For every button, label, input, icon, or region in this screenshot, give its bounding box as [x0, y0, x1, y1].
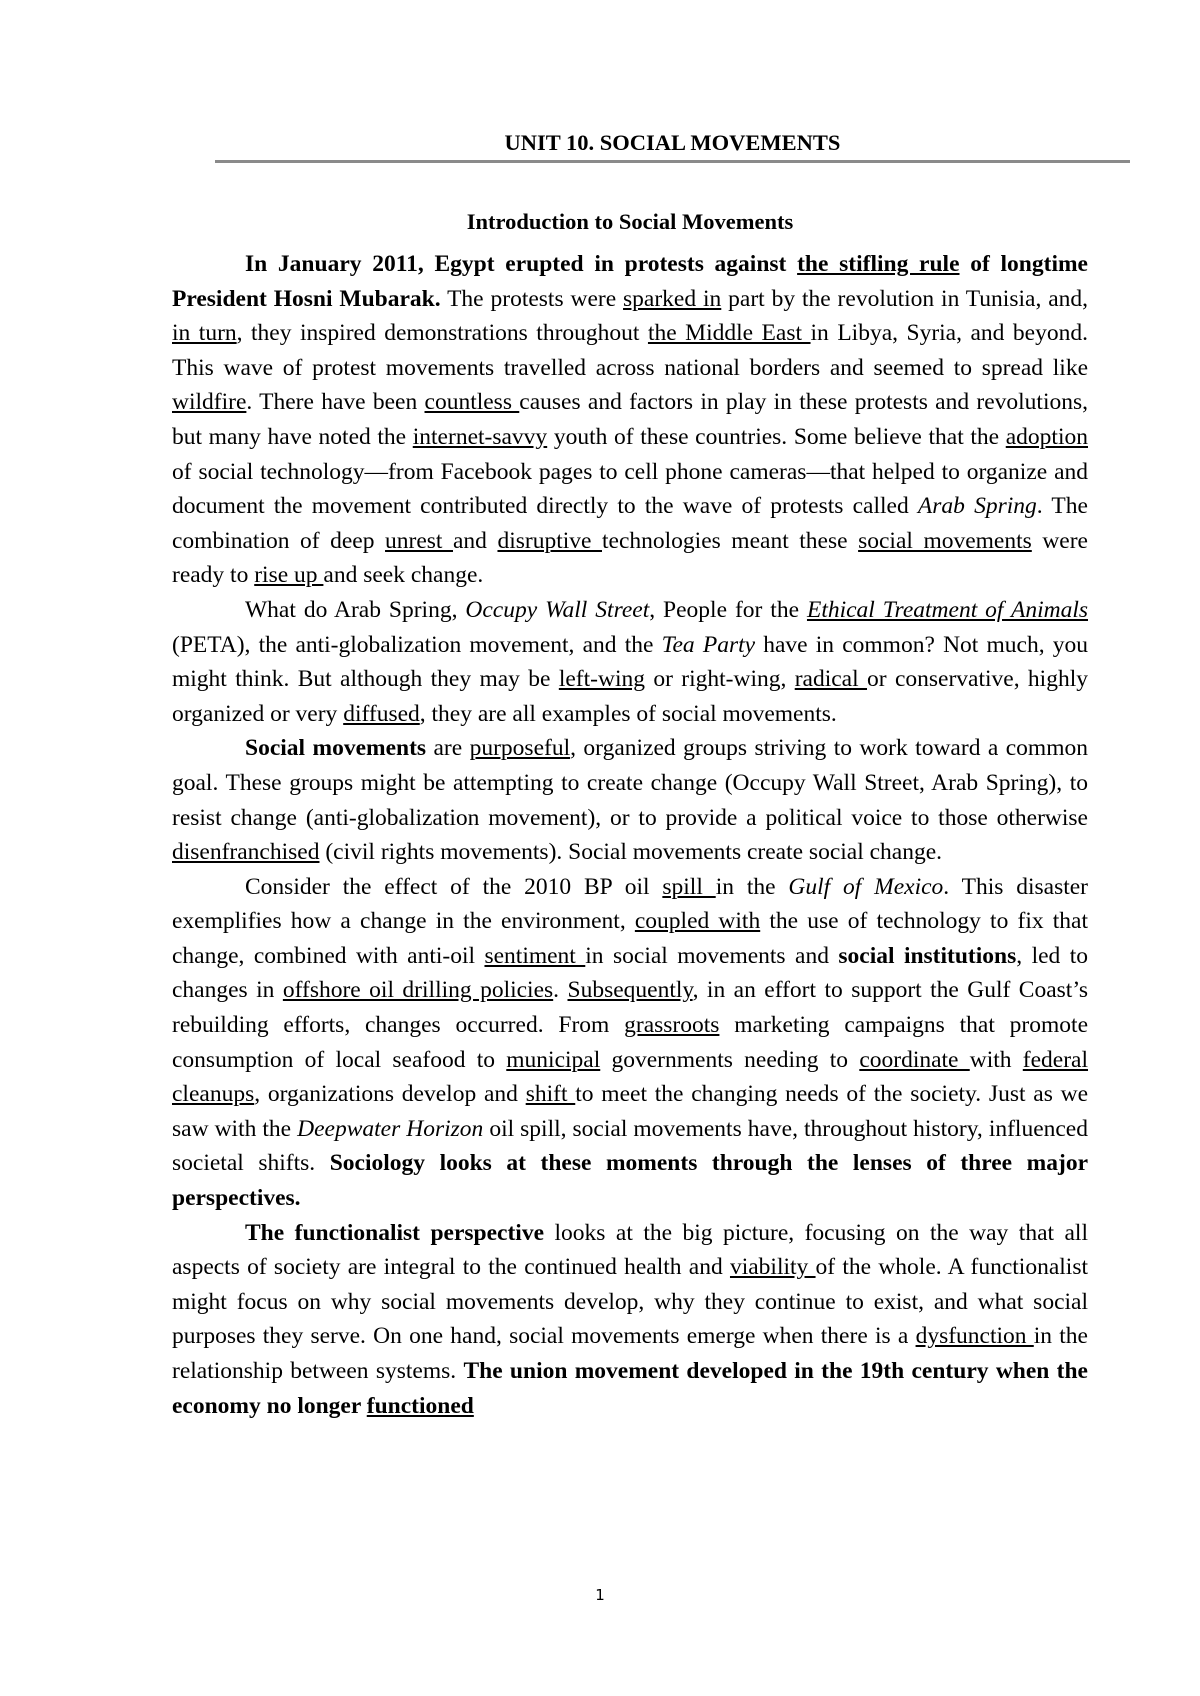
text-run: , organizations develop and — [254, 1081, 526, 1108]
text-run: The functionalist perspective — [245, 1219, 545, 1246]
text-run: Subsequently — [567, 977, 693, 1004]
text-run: in social movements and — [585, 942, 839, 969]
text-run: Ethical Treatment of Animals — [806, 596, 1088, 623]
paragraph — [172, 731, 1088, 869]
text-run: technologies meant these — [602, 527, 859, 554]
text-run: municipal — [506, 1046, 601, 1073]
text-run: Social movements — [245, 735, 427, 762]
text-run: rise up — [254, 562, 324, 589]
text-run: of the whole. A functionalist might focus on why social movements develop, why they continue to exist, and what social purposes they serve. On one hand, social movements emerge when there is a — [172, 1254, 1088, 1350]
text-run: , in turn — [172, 285, 1089, 347]
text-run: or right-wing, — [644, 666, 795, 693]
text-run: offshore oil drilling policies — [282, 977, 554, 1004]
text-run: , led to changes in — [172, 942, 1088, 1004]
text-run: and — [453, 527, 498, 554]
text-run: the stifling rule — [797, 251, 960, 277]
text-run: the use of technology to fix that change, combined with anti-oil — [172, 908, 1089, 969]
text-run: in the relationship between systems. — [172, 1323, 1088, 1384]
text-run: to meet the changing needs of the society. Just as we saw with the — [172, 1081, 1089, 1142]
text-run: Sociology looks at these moments through the lenses of three major perspectives. — [172, 1150, 1089, 1212]
text-run: Deepwater Horizon — [297, 1115, 484, 1142]
text-run: coordinate — [859, 1046, 970, 1073]
text-run: internet-savvy — [412, 423, 548, 450]
text-run: sparked in — [623, 285, 722, 312]
text-run: The union movement developed in the 19th century when the economy no longer — [172, 1358, 1088, 1419]
text-run: were ready to — [172, 527, 1088, 589]
text-run: countless — [424, 389, 520, 416]
text-run: functioned — [366, 1392, 474, 1419]
unit-title: UNIT 10. SOCIAL MOVEMENTS — [504, 130, 841, 155]
text-run: purposeful — [469, 735, 571, 762]
text-run: Arab Spring — [917, 493, 1037, 520]
text-run: radical — [794, 666, 868, 693]
text-run: in Libya, Syria, and beyond. This wave of protest movements travelled across national borders and seemed to spread like — [172, 320, 1088, 381]
section-heading: Introduction to Social Movements — [466, 209, 794, 234]
text-run: Tea Party — [661, 631, 756, 658]
text-run: , People for the — [649, 596, 807, 623]
text-run: shift — [525, 1081, 576, 1108]
text-run: The protests were — [440, 285, 624, 312]
paragraph — [172, 870, 1088, 1216]
text-run: coupled with — [634, 908, 761, 935]
text-run: are — [426, 735, 470, 762]
text-run: , in an effort to support the Gulf Coast’s rebuilding efforts, changes occurred. From — [172, 977, 1089, 1039]
paragraph — [172, 1216, 1088, 1424]
text-run: . There have been — [246, 389, 425, 416]
text-run: . The combination of deep — [172, 493, 1088, 554]
text-run: Consider the effect of the 2010 BP oil — [245, 873, 663, 900]
text-run: (PETA), the anti-globalization movement, and the — [172, 631, 662, 658]
text-run: viability — [729, 1254, 816, 1281]
text-run: Gulf of Mexico — [788, 873, 944, 900]
text-run: , they inspired demonstrations throughout — [236, 320, 648, 347]
text-run: or conservative, highly organized or very — [172, 666, 1088, 727]
text-run: sentiment — [484, 942, 586, 969]
text-run: . — [553, 977, 568, 1004]
text-run: and seek change. — [323, 562, 484, 589]
paragraph — [172, 593, 1088, 731]
page-number: 1 — [595, 1586, 605, 1604]
text-run: Occupy Wall Street — [465, 596, 650, 623]
text-run: have in common? Not much, you might think. But although they may be — [172, 631, 1088, 693]
text-run: unrest — [385, 527, 453, 554]
text-run: with — [969, 1046, 1023, 1073]
text-run: spill — [662, 873, 716, 900]
title-underline-rule — [215, 160, 1130, 163]
text-run: governments needing to — [600, 1046, 860, 1073]
text-run: part by the revolution in Tunisia, and — [721, 285, 1083, 312]
text-run: , organized groups striving to work toward a common goal. These groups might be attempting to create change (Occupy Wall Street, Arab Spring), to resist change (anti-globalization movement), or to provide a political voice to those otherwise — [172, 735, 1088, 831]
text-run: diffused — [343, 700, 420, 727]
body-text — [172, 247, 1088, 1423]
text-run: , they are all examples of social movements. — [419, 700, 837, 727]
text-run: the Middle East — [647, 320, 811, 347]
text-run: disruptive — [497, 527, 602, 554]
paragraph — [172, 247, 1088, 593]
text-run: grassroots — [624, 1012, 720, 1039]
text-run: in the — [715, 873, 789, 900]
text-run: social institutions — [838, 942, 1017, 969]
text-run: of longtime President Hosni Mubarak. — [172, 251, 1088, 312]
text-run: federal cleanups — [172, 1046, 1089, 1108]
text-run: social movements — [858, 527, 1032, 554]
text-run: youth of these countries. Some believe that the — [547, 423, 1006, 450]
text-run: adoption — [1005, 423, 1088, 450]
text-run: of social technology—from Facebook pages to cell phone cameras—that helped to organize and document the movement contributed directly to the wave of protests called — [172, 458, 1088, 520]
text-run: marketing campaigns that promote consumption of local seafood to — [172, 1012, 1088, 1073]
text-run: disenfranchised — [172, 839, 320, 866]
text-run: looks at the big picture, focusing on the way that all aspects of society are integral to the continued health and — [172, 1219, 1088, 1281]
text-run: left-wing — [558, 666, 645, 693]
text-run: What do Arab Spring, — [245, 596, 466, 623]
text-run: (civil rights movements). Social movements create social change. — [319, 839, 943, 866]
text-run: wildfire — [172, 389, 247, 416]
text-run: dysfunction — [915, 1323, 1034, 1350]
text-run: . This disaster exemplifies how a change in the environment, — [172, 873, 1089, 935]
text-run: oil spill, social movements have, throughout history, influenced societal shifts. — [172, 1115, 1088, 1177]
text-run: In January 2011, Egypt erupted in protests against — [245, 251, 798, 277]
text-run: causes and factors in play in these protests and revolutions, but many have noted the — [172, 389, 1088, 450]
